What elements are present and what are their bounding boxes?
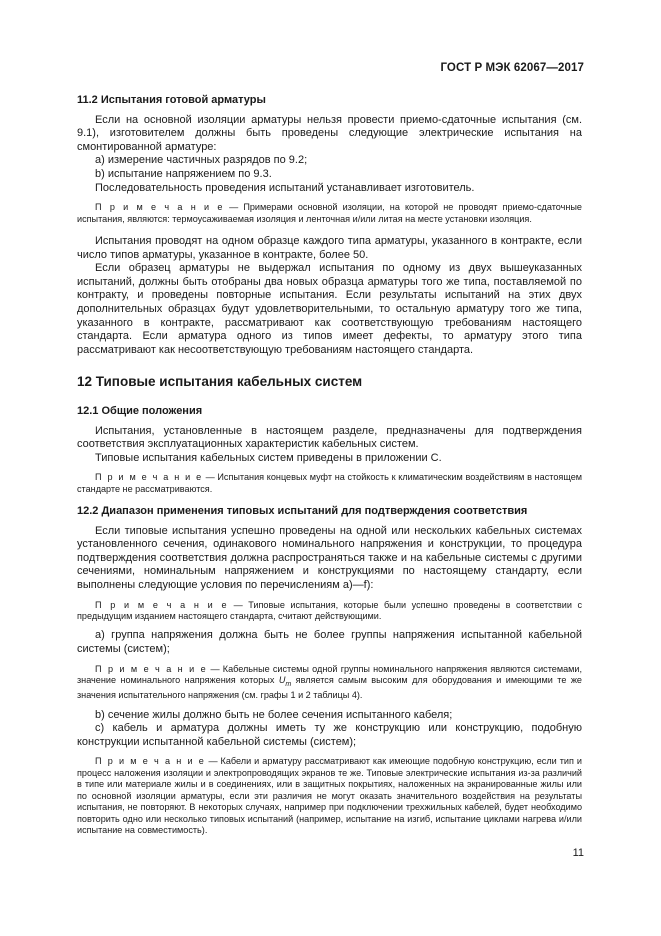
note-label: П р и м е ч а н и е — [95, 202, 225, 213]
note — [77, 600, 582, 623]
list-item-a: а) группа напряжения должна быть не более группы напряжения испытанной кабельной системы (систем); — [77, 629, 582, 656]
list-item-c: c) кабель и арматура должны иметь ту же конструкцию или конструкцию, подобную конструкции испытанной кабельной системы (систем); — [77, 722, 582, 748]
paragraph: Если на основной изоляции арматуры нельзя провести приемо-сдаточные испытания (см. 9.1), изготовителем должны быть проведены следующие электрические испытания на смонтированной арматуре: — [77, 113, 582, 153]
paragraph: Испытания проводят на одном образце каждого типа арматуры, указанного в контракте, если число типов арматуры, указанное в контракте, более 50. — [77, 234, 582, 261]
list-item-b: b) испытание напряжением по 9.3. — [95, 167, 272, 180]
note — [77, 472, 582, 495]
paragraph: Если типовые испытания успешно проведены на одной или нескольких кабельных системах установленного сечения, одинакового номинального напряжения и конструкции, то процедура подтверждения соответствия должна распространяться также и на кабельные системы с другими сечениями, номинальным напряжением и конструкциями по настоящему стандарту, если выполнены следующие условия по перечислениям а)—f): — [77, 524, 582, 592]
note-label: П р и м е ч а н и е — [95, 472, 203, 483]
list-item-b: b) сечение жилы должно быть не более сечения испытанного кабеля; — [95, 708, 453, 721]
note — [77, 756, 582, 836]
paragraph: Типовые испытания кабельных систем приведены в приложении С. — [95, 451, 442, 464]
note-text: является самым высоким для оборудования и имеющими те же значения испытательного напряжения (см. графы 1 и 2 таблицы 4). — [77, 675, 582, 701]
page-content — [77, 94, 582, 836]
paragraph: Если образец арматуры не выдержал испытания по одному из двух вышеуказанных испытаний, должны быть отобраны два новых образца арматуры того же типа, поставляемой по контракту, и проведены повторные испытания. Если результаты испытаний на этих двух дополнительных образцах будут удовлетворительными, то остальную арматуру того же типа, указанного в контракте, рассматривают как соответствующую требованиям настоящего стандарта. Если арматура одного из типов имеет дефекты, то арматуру этого типа рассматривают как несоответствующую требованиям настоящего стандарта. — [77, 262, 582, 356]
paragraph: Испытания, установленные в настоящем разделе, предназначены для подтверждения соответствия эксплуатационных характеристик кабельных систем. — [77, 424, 582, 451]
paragraph: Последовательность проведения испытаний устанавливает изготовитель. — [95, 181, 475, 194]
list-item-a: а) измерение частичных разрядов по 9.2; — [95, 154, 308, 167]
note-text: — Примерами основной изоляции, на которой не проводят приемо-сдаточные испытания, являются: термоусаживаемая изоляция и ленточная и/или литая на месте установки изоляция. — [77, 202, 582, 224]
note-text: — Кабельные системы одной группы номинального напряжения являются системами, значение номинального напряжения которых — [77, 663, 582, 686]
page-number: 11 — [572, 847, 584, 859]
note-text: — Испытания концевых муфт на стойкость к климатическим воздействиям в настоящем стандарте не рассматриваются. — [77, 472, 583, 494]
section-12-1-heading: 12.1 Общие положения — [77, 404, 203, 417]
note-label: П р и м е ч а н и е — [95, 599, 229, 610]
section-12-heading: 12 Типовые испытания кабельных систем — [77, 374, 363, 390]
um-symbol: $U_m$ — [278, 675, 292, 688]
note-label: П р и м е ч а н и е — [95, 756, 206, 767]
note-label: П р и м е ч а н и е — [95, 663, 208, 674]
section-11-2-heading: 11.2 Испытания готовой арматуры — [77, 94, 266, 106]
note — [77, 202, 582, 225]
note-text: — Кабели и арматуру рассматривают как имеющие подобную конструкцию, если тип и процесс наложения изоляции и электропроводящих экранов те же. Типовые электрические испытания из-за различий в типе или материале жилы и в соединениях, или в защитных покрытиях, наложенных на экранированные жилы или по основной изоляции арматуры, если эти различия не могут оказать значительного воздействия на результаты испытания, не повторяют. В некоторых случаях, например при подключении трехжильных кабелей, будет необходимо повторить одно или несколько типовых испытаний (например, испытание на изгиб, испытание циклами нагрева и/или испытание на совместимость). — [77, 756, 582, 835]
section-12-2-heading: 12.2 Диапазон применения типовых испытаний для подтверждения соответствия — [77, 505, 528, 518]
note — [77, 664, 582, 702]
note-text: — Типовые испытания, которые были успешно проведены в соответствии с предыдущим изданием настоящего стандарта, считают действующими. — [77, 599, 582, 622]
standard-header: ГОСТ Р МЭК 62067—2017 — [440, 62, 584, 74]
